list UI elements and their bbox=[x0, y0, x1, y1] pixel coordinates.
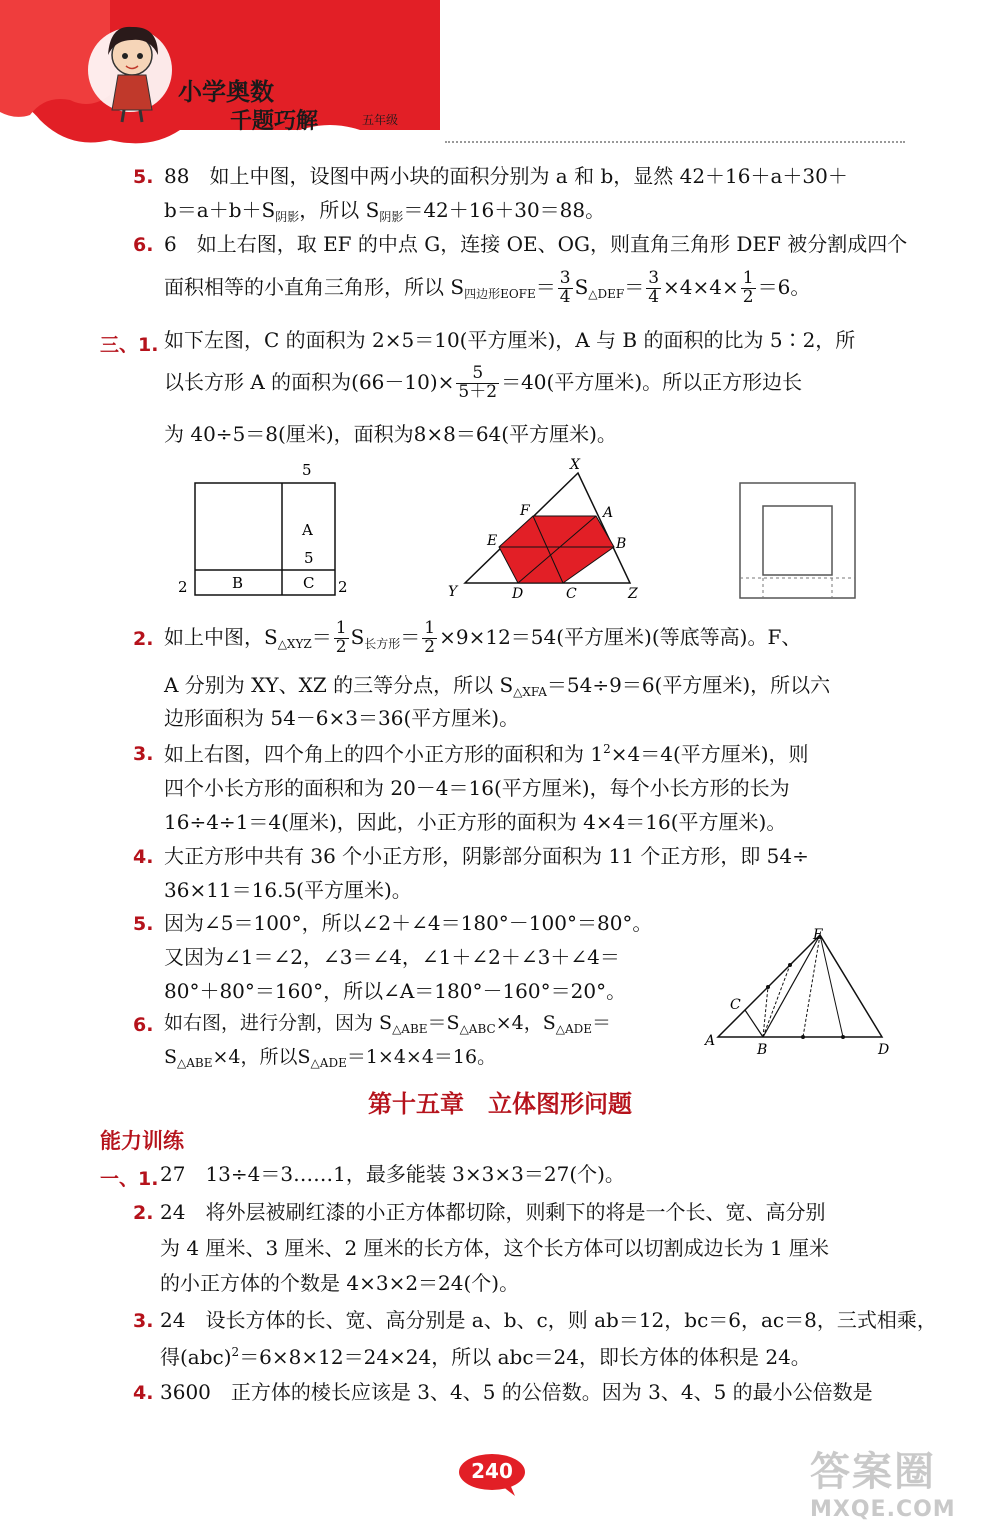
item-number: 2. bbox=[133, 628, 154, 650]
item-number: 一、1. bbox=[100, 1168, 159, 1190]
text-line: 因为∠5＝100°，所以∠2＋∠4＝180°－100°＝80°。 bbox=[164, 911, 653, 935]
partition-triangle-figure bbox=[700, 925, 900, 1060]
text-line: 36×11＝16.5(平方厘米)。 bbox=[164, 878, 412, 902]
svg-text:C: C bbox=[566, 586, 577, 602]
rectangle-figure bbox=[170, 455, 360, 600]
text-line: 以长方形 A 的面积为(66－10)× $\frac{5}{5+2}$ ＝40(平方厘米)。所以正方形边长 bbox=[164, 363, 803, 402]
text-line: 边形面积为 54－6×3＝36(平方厘米)。 bbox=[164, 706, 520, 730]
svg-text:C: C bbox=[303, 574, 315, 592]
item-number: 5. bbox=[133, 166, 154, 188]
text-line: 如上中图，$S_{\triangle XYZ}=$ $\frac{1}{2}$ $S_{长方形}=$ $\frac{1}{2}$ ×9×12＝54(平方厘米)(等底等高)。F、 bbox=[164, 618, 802, 657]
svg-text:C: C bbox=[730, 997, 741, 1013]
svg-text:A: A bbox=[302, 521, 313, 539]
book-title: 小学奥数 bbox=[178, 78, 274, 106]
item-number: 3. bbox=[133, 1310, 154, 1332]
text-line: 3600 正方体的棱长应该是 3、4、5 的公倍数。因为 3、4、5 的最小公倍数是 bbox=[160, 1380, 873, 1404]
text-line: 如上右图，四个角上的四个小正方形的面积和为 $1^2\times 4=4$(平方厘米)，则 bbox=[164, 742, 809, 766]
text-line: $S_{\triangle ABE}\times 4$，所以$S_{\triangle ADE}=1\times 4\times 4=16$。 bbox=[164, 1046, 497, 1070]
svg-text:5: 5 bbox=[304, 549, 314, 567]
svg-text:E: E bbox=[813, 927, 824, 943]
item-number: 3. bbox=[133, 743, 154, 765]
text-line: $b=a+b+S_{阴影}$，所以 $S_{阴影}=42+16+30=88$。 bbox=[164, 198, 606, 224]
svg-text:B: B bbox=[232, 574, 244, 592]
item-number: 6. bbox=[133, 234, 154, 256]
svg-text:F: F bbox=[520, 503, 530, 519]
text-line: 24 设长方体的长、宽、高分别是 a、b、c，则 ab＝12，bc＝6，ac＝8，三式相乘， bbox=[160, 1308, 937, 1332]
book-subtitle: 千题巧解 bbox=[230, 109, 319, 134]
text-line: 88 如上中图，设图中两小块的面积分别为 a 和 b，显然 42＋16＋a＋30＋ bbox=[164, 164, 848, 188]
svg-text:D: D bbox=[512, 586, 524, 602]
svg-text:A: A bbox=[705, 1033, 716, 1049]
page-number: 240 bbox=[471, 1459, 513, 1483]
text-line: 如下左图，C 的面积为 2×5＝10(平方厘米)，A 与 B 的面积的比为 5∶2，所 bbox=[164, 328, 856, 352]
section-title: 能力训练 bbox=[100, 1129, 184, 1153]
watermark-logo: 答案圈 MXQE.COM bbox=[810, 1449, 956, 1522]
svg-text:Y: Y bbox=[448, 584, 458, 600]
item-number: 5. bbox=[133, 913, 154, 935]
text-line: A 分别为 XY、XZ 的三等分点，所以 $S_{\triangle XFA}=54\div 9=6$(平方厘米)，所以六 bbox=[164, 673, 831, 699]
text-line: 得(abc)$^2$＝6×8×12＝24×24，所以 abc＝24，即长方体的体积是 24。 bbox=[160, 1345, 811, 1369]
item-number: 4. bbox=[133, 846, 154, 868]
item-number: 2. bbox=[133, 1202, 154, 1224]
item-number: 4. bbox=[133, 1382, 154, 1404]
svg-text:2: 2 bbox=[338, 578, 348, 596]
svg-text:X: X bbox=[570, 457, 580, 473]
text-line: 为 4 厘米、3 厘米、2 厘米的长方体，这个长方体可以切割成边长为 1 厘米 bbox=[160, 1236, 830, 1260]
svg-text:D: D bbox=[878, 1042, 890, 1058]
text-line: 的小正方体的个数是 4×3×2＝24(个)。 bbox=[160, 1271, 520, 1295]
text-line: 27 13÷4＝3……1，最多能装 3×3×3＝27(个)。 bbox=[160, 1162, 625, 1186]
text-line: 四个小长方形的面积和为 20－4＝16(平方厘米)，每个小长方形的长为 bbox=[164, 776, 790, 800]
svg-text:5: 5 bbox=[302, 461, 312, 479]
triangle-hexagon-figure bbox=[440, 455, 650, 605]
text-line: 16÷4÷1＝4(厘米)，因此，小正方形的面积为 4×4＝16(平方厘米)。 bbox=[164, 810, 787, 834]
svg-text:B: B bbox=[616, 536, 627, 552]
nested-squares-figure bbox=[735, 478, 860, 603]
text-line: 80°＋80°＝160°，所以∠A＝180°－160°＝20°。 bbox=[164, 979, 627, 1003]
text-line: 又因为∠1＝∠2，∠3＝∠4，∠1＋∠2＋∠3＋∠4＝ bbox=[164, 945, 620, 969]
text-line: 6 如上右图，取 EF 的中点 G，连接 OE、OG，则直角三角形 DEF 被分割成四个 bbox=[164, 232, 908, 256]
svg-text:Z: Z bbox=[628, 586, 638, 602]
header-banner bbox=[0, 0, 445, 150]
text-line: 面积相等的小直角三角形，所以 $S_{四边形EOFE}=$ $\frac{3}{4}$ $S_{\triangle DEF}=$ $\frac{3}{4}$ ×4×4× $\frac{1}{2}$ ＝6。 bbox=[164, 268, 811, 307]
item-number: 6. bbox=[133, 1014, 154, 1036]
chapter-title: 第十五章 立体图形问题 bbox=[368, 1090, 632, 1118]
text-line: 24 将外层被刷红漆的小正方体都切除，则剩下的将是一个长、宽、高分别 bbox=[160, 1200, 826, 1224]
text-line: 大正方形中共有 36 个小正方形，阴影部分面积为 11 个正方形，即 54÷ bbox=[164, 844, 809, 868]
svg-text:2: 2 bbox=[178, 578, 188, 596]
grade-label: 五年级 bbox=[362, 113, 399, 127]
svg-text:E: E bbox=[487, 533, 498, 549]
header-rule bbox=[445, 141, 905, 143]
text-line: 为 40÷5＝8(厘米)，面积为8×8＝64(平方厘米)。 bbox=[164, 422, 617, 446]
svg-text:B: B bbox=[757, 1042, 768, 1058]
text-line: 如右图，进行分割，因为 $S_{\triangle ABE}=S_{\triangle ABC}\times 4$，$S_{\triangle ADE}=$ bbox=[164, 1012, 612, 1036]
svg-text:A: A bbox=[603, 505, 614, 521]
item-number: 三、1. bbox=[100, 334, 159, 356]
